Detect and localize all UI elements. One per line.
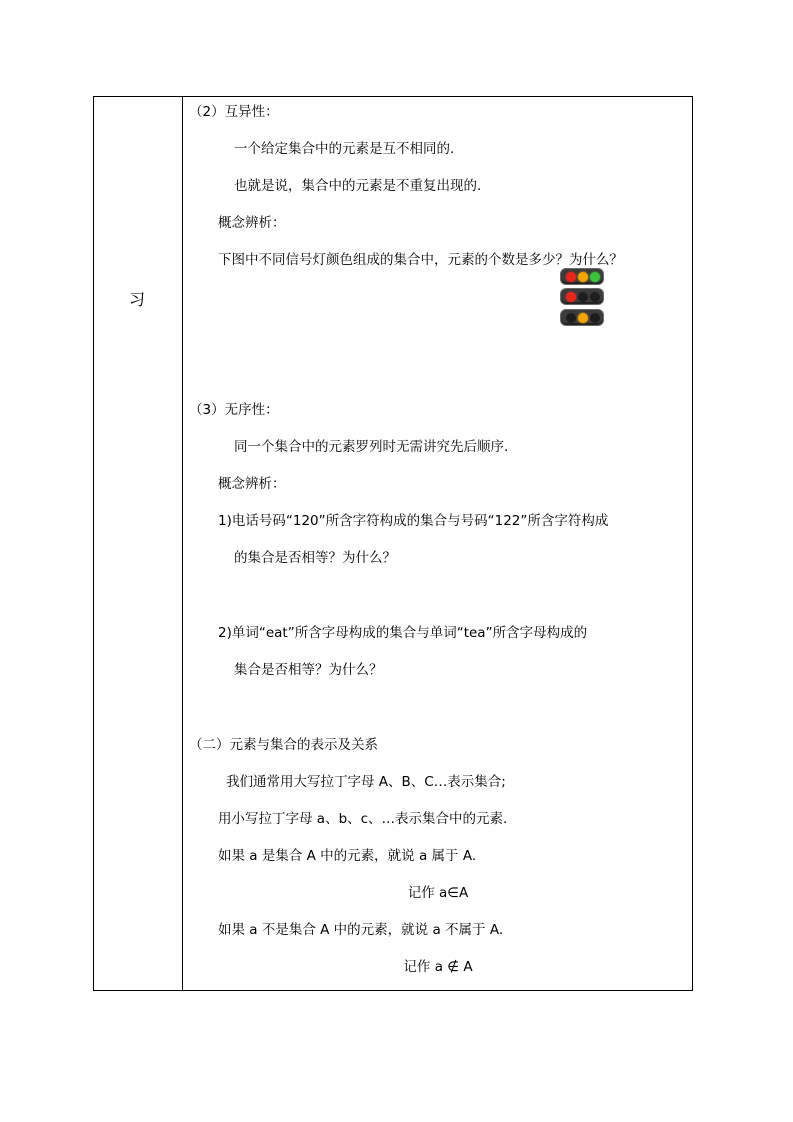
section-title-unordered: （3）无序性： xyxy=(189,402,279,418)
section-title-representation: （二）元素与集合的表示及关系 xyxy=(189,737,378,753)
concept-analysis-label: 概念辨析： xyxy=(218,215,286,231)
lamp-icon xyxy=(578,313,588,323)
lamp-icon xyxy=(578,272,588,282)
not-belongs-definition: 如果 a 不是集合 A 中的元素，就说 a 不属于 A. xyxy=(218,922,504,938)
lamp-icon xyxy=(566,313,576,323)
traffic-light-question: 下图中不同信号灯颜色组成的集合中，元素的个数是多少？为什么？ xyxy=(218,252,623,268)
lamp-icon xyxy=(566,292,576,302)
left-column-label: 习 xyxy=(129,290,146,309)
question-2-line-1: 2)单词“eat”所含字母构成的集合与单词“tea”所含字母构成的 xyxy=(218,625,588,641)
column-divider xyxy=(182,97,183,990)
lamp-icon xyxy=(590,272,600,282)
set-notation-line: 我们通常用大写拉丁字母 A、B、C…表示集合; xyxy=(226,774,506,790)
lamp-icon xyxy=(566,272,576,282)
distinctness-definition: 一个给定集合中的元素是互不相同的. xyxy=(234,141,455,157)
question-1-line-2: 的集合是否相等？为什么？ xyxy=(234,550,396,566)
element-notation-line: 用小写拉丁字母 a、b、c、…表示集合中的元素. xyxy=(218,811,508,827)
lamp-icon xyxy=(590,313,600,323)
traffic-light-row xyxy=(560,268,604,285)
lamp-icon xyxy=(590,292,600,302)
traffic-light-row xyxy=(560,288,604,305)
not-belongs-notation: 记作 a ∉ A xyxy=(403,959,473,975)
question-2-line-2: 集合是否相等？为什么？ xyxy=(234,662,383,678)
concept-analysis-label: 概念辨析： xyxy=(218,476,286,492)
distinctness-explanation: 也就是说，集合中的元素是不重复出现的. xyxy=(234,178,482,194)
lamp-icon xyxy=(578,292,588,302)
unordered-definition: 同一个集合中的元素罗列时无需讲究先后顺序. xyxy=(234,439,509,455)
traffic-light-image xyxy=(560,268,604,326)
content-table xyxy=(93,96,693,991)
belongs-notation: 记作 a∈A xyxy=(407,885,469,901)
section-title-distinctness: （2）互异性： xyxy=(189,104,279,120)
belongs-definition: 如果 a 是集合 A 中的元素，就说 a 属于 A. xyxy=(218,848,477,864)
traffic-light-row xyxy=(560,309,604,326)
question-1-line-1: 1)电话号码“120”所含字符构成的集合与号码“122”所含字符构成 xyxy=(218,513,609,529)
